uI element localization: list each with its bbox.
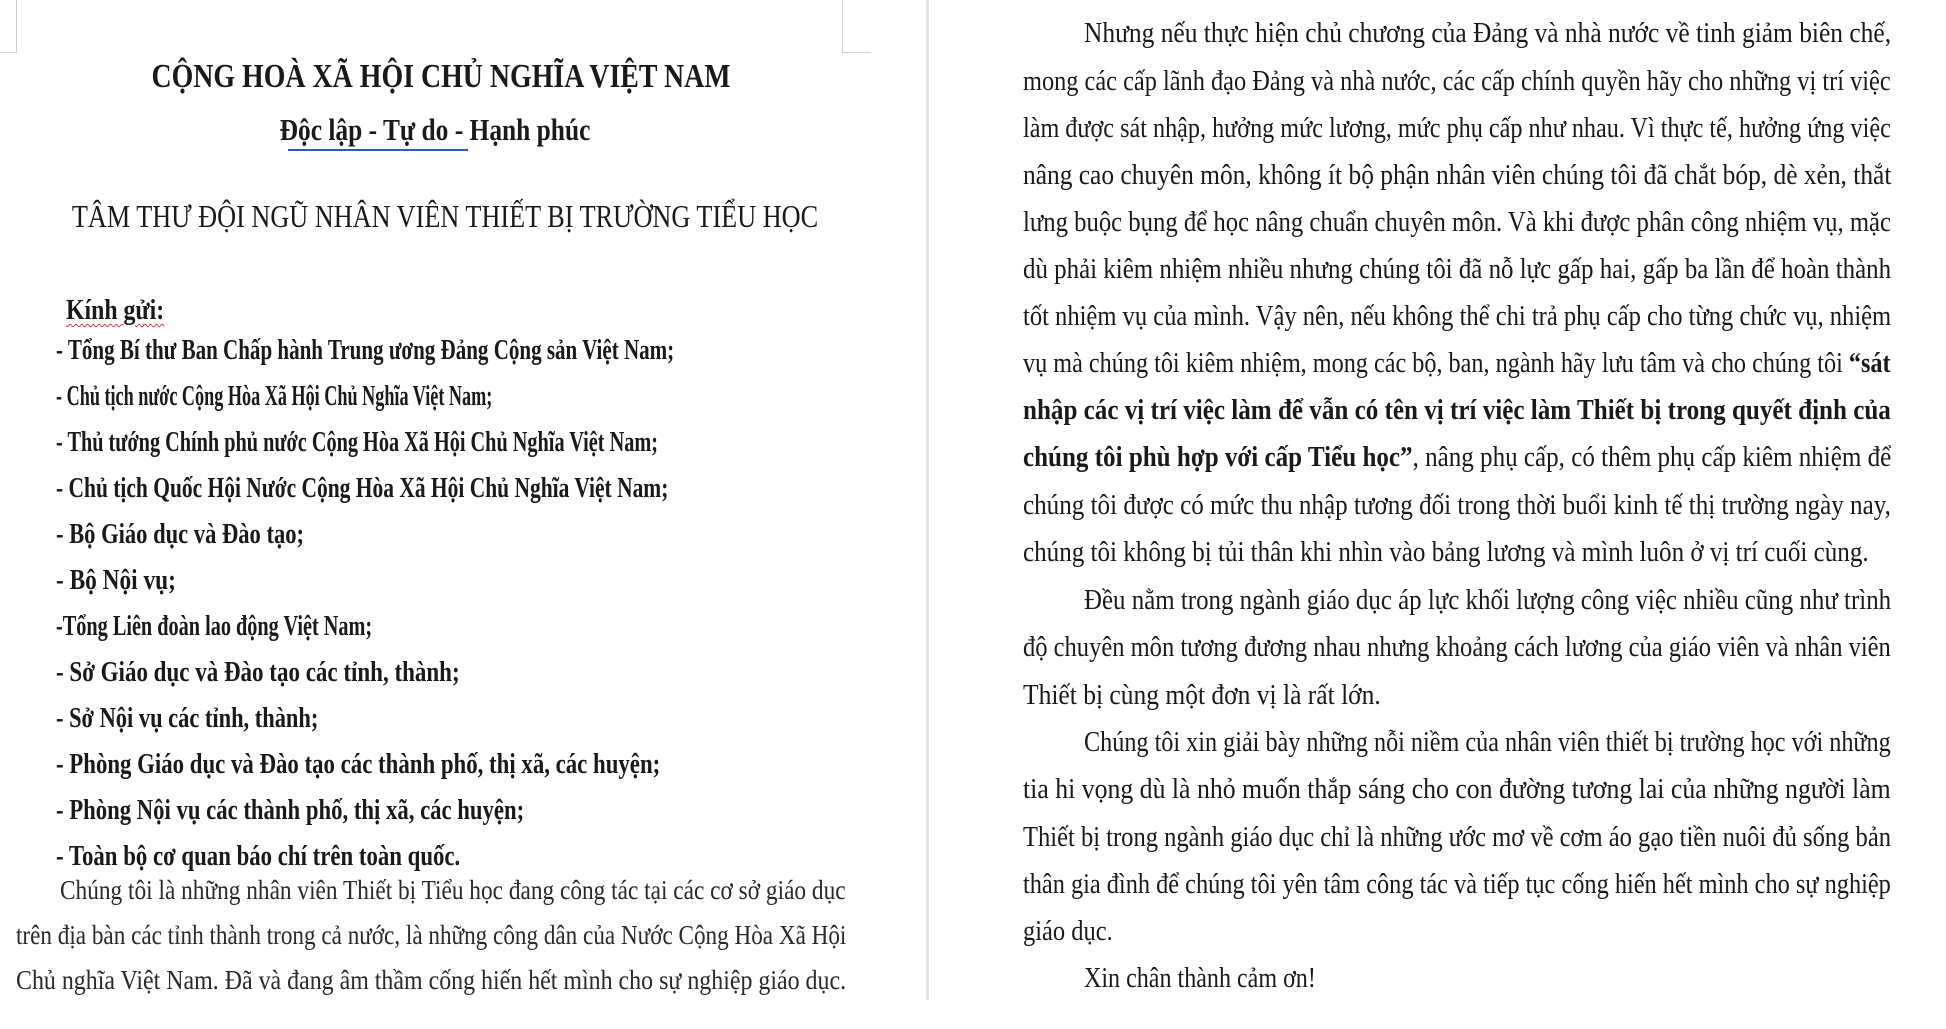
page-corner-mark	[0, 0, 17, 53]
body-text: Đều nằm trong ngành giáo dục áp lực khối lượng công việc nhiều cũng như trình	[1084, 585, 1892, 616]
body-text: độ chuyên môn tương đương nhau nhưng khoảng cách lương của giáo viên và nhân viên	[1023, 632, 1891, 663]
body-line	[1023, 113, 1891, 145]
recipient-item: - Sở Nội vụ các tỉnh, thành;	[56, 703, 319, 734]
recipient-item: - Chủ tịch Quốc Hội Nước Cộng Hòa Xã Hội Chủ Nghĩa Việt Nam;	[56, 473, 669, 504]
body-line	[1023, 916, 1113, 948]
body-text: lưng buộc bụng để học nâng chuẩn chuyên môn. Và khi được phân công nhiệm vụ, mặc	[1023, 207, 1891, 238]
body-line	[1023, 254, 1891, 286]
body-line	[1084, 727, 1891, 759]
body-text: vụ mà chúng tôi kiêm nhiệm, mong các bộ, ban, ngành hãy lưu tâm và cho chúng tôi	[1023, 348, 1849, 379]
body-line	[1023, 301, 1891, 333]
body-line	[1023, 348, 1891, 380]
body-text: dù phải kiêm nhiệm nhiều nhưng chúng tôi đã nỗ lực gấp hai, gấp ba lần để hoàn thành	[1023, 254, 1892, 285]
body-text: tia hi vọng dù là nhỏ muốn thắp sáng cho con đường tương lai của những người làm	[1023, 774, 1891, 805]
recipient-item: - Phòng Giáo dục và Đào tạo các thành phố, thị xã, các huyện;	[56, 749, 661, 780]
body-text: tốt nhiệm vụ của mình. Vậy nên, nếu không thể chi trả phụ cấp cho từng chức vụ, nhiệm	[1023, 301, 1892, 332]
body-line	[1023, 822, 1891, 854]
emphasis-text: chúng tôi phù hợp với cấp Tiểu học”	[1023, 442, 1413, 473]
body-line	[1023, 632, 1891, 664]
page-corner-mark	[842, 0, 871, 53]
recipient-item: - Sở Giáo dục và Đào tạo các tỉnh, thành;	[56, 657, 460, 688]
page-divider	[926, 0, 929, 1000]
body-text: thân gia đình để chúng tôi yên tâm công tác và tiếp tục cống hiến hết mình cho sự nghiệp	[1023, 869, 1891, 900]
body-line	[1023, 680, 1381, 712]
recipient-item: - Phòng Nội vụ các thành phố, thị xã, các huyện;	[56, 795, 525, 826]
intro-line: Chúng tôi là những nhân viên Thiết bị Tiểu học đang công tác tại các cơ sở giáo dục	[60, 875, 846, 905]
body-line	[1023, 66, 1891, 98]
body-text: , nâng phụ cấp, có thêm phụ cấp kiêm nhiệm để	[1412, 442, 1892, 473]
body-line	[1023, 537, 1869, 569]
body-text: nâng cao chuyên môn, không ít bộ phận nhân viên chúng tôi đã chắt bóp, dè xẻn, thắt	[1023, 160, 1892, 191]
body-line	[1023, 395, 1891, 427]
body-line	[1023, 160, 1891, 192]
left-page	[0, 0, 926, 1029]
body-text: làm được sát nhập, hưởng mức lương, mức phụ cấp như nhau. Vì thực tế, hưởng ứng việc	[1023, 113, 1891, 144]
body-line	[1023, 490, 1891, 522]
body-text: giáo dục.	[1023, 916, 1113, 947]
body-text: chúng tôi không bị tủi thân khi nhìn vào bảng lương và mình luôn ở vị trí cuối cùng.	[1023, 537, 1869, 568]
recipient-item: - Chủ tịch nước Cộng Hòa Xã Hội Chủ Nghĩa Việt Nam;	[56, 381, 493, 412]
body-line	[1023, 869, 1891, 901]
intro-line: trên địa bàn các tỉnh thành trong cả nước, là những công dân của Nước Cộng Hòa Xã Hội	[16, 920, 847, 950]
recipient-item: - Bộ Nội vụ;	[56, 565, 176, 596]
intro-line: Chủ nghĩa Việt Nam. Đã và đang âm thầm cống hiến hết mình cho sự nghiệp giáo dục.	[16, 965, 847, 995]
body-line	[1023, 207, 1891, 239]
body-text: Xin chân thành cảm ơn!	[1084, 963, 1316, 994]
motto-underline	[288, 149, 468, 151]
emphasis-text: nhập các vị trí việc làm để vẫn có tên vị trí việc làm Thiết bị trong quyết định của	[1023, 395, 1891, 426]
body-line	[1023, 774, 1891, 806]
body-text: Chúng tôi xin giải bày những nỗi niềm của nhân viên thiết bị trường học với những	[1084, 727, 1891, 758]
body-text: chúng tôi được có mức thu nhập tương đối trong thời buổi kinh tế thị trường ngày nay,	[1023, 490, 1891, 521]
body-text: mong các cấp lãnh đạo Đảng và nhà nước, các cấp chính quyền hãy cho những vị trí việc	[1023, 66, 1891, 97]
motto-header: Độc lập - Tự do - Hạnh phúc	[279, 112, 591, 147]
recipient-item: - Tổng Bí thư Ban Chấp hành Trung ương Đảng Cộng sản Việt Nam;	[56, 335, 675, 366]
body-line	[1084, 585, 1891, 617]
emphasis-text: “sát	[1848, 348, 1891, 379]
document-title: TÂM THƯ ĐỘI NGŨ NHÂN VIÊN THIẾT BỊ TRƯỜNG TIỂU HỌC	[71, 198, 819, 234]
recipient-item: - Bộ Giáo dục và Đào tạo;	[56, 519, 304, 550]
body-line	[1084, 963, 1316, 995]
recipient-item: -Tổng Liên đoàn lao động Việt Nam;	[56, 611, 373, 642]
country-header: CỘNG HOÀ XÃ HỘI CHỦ NGHĨA VIỆT NAM	[151, 58, 731, 95]
body-text: Nhưng nếu thực hiện chủ chương của Đảng và nhà nước về tinh giảm biên chế,	[1084, 18, 1892, 49]
body-text: Thiết bị cùng một đơn vị là rất lớn.	[1023, 680, 1381, 711]
body-text: Thiết bị trong ngành giáo dục chỉ là những ước mơ về cơm áo gạo tiền nuôi đủ sống bản	[1023, 822, 1892, 853]
body-line	[1084, 18, 1891, 50]
recipient-item: - Thủ tướng Chính phủ nước Cộng Hòa Xã Hội Chủ Nghĩa Việt Nam;	[56, 427, 658, 458]
body-line	[1023, 442, 1891, 474]
salutation: Kính gửi:	[66, 294, 165, 326]
right-page	[930, 0, 1946, 1029]
recipient-item: - Toàn bộ cơ quan báo chí trên toàn quốc.	[56, 841, 461, 872]
